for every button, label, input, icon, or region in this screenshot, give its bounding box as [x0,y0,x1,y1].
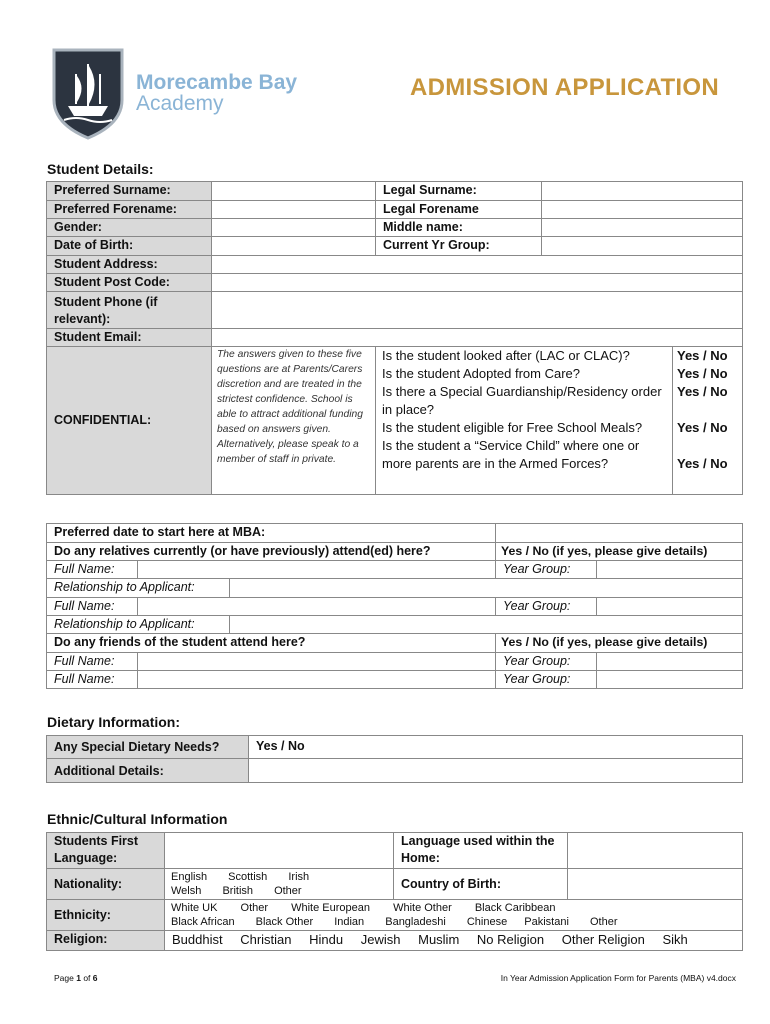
confidential-note: The answers given to these five questions are at Parents/Carers discretion and are treated in the strictest confidence. School is able to attract additional funding based on answers given. Alternatively, please speak to a member of staff in private. [212,347,376,495]
gender-field[interactable] [212,219,376,237]
friends-question: Do any friends of the student attend here? [47,634,496,653]
ethnicity-indian[interactable]: Indian [334,916,365,928]
ethnicity-other-2[interactable]: Other [589,916,618,928]
relatives-question: Do any relatives currently (or have previously) attend(ed) here? [47,543,496,561]
gender-label: Gender: [47,219,212,237]
relative-1-relationship-field[interactable] [230,579,743,598]
relative-1-name-label: Full Name: [47,561,138,579]
nationality-row-2 [171,884,387,898]
ethnicity-white-uk[interactable]: White UK [171,902,218,914]
religion-other[interactable]: Other Religion [561,932,645,947]
preferred-surname-label: Preferred Surname: [47,182,212,201]
nationality-row-1 [171,870,387,884]
first-language-label: Students First Language: [47,833,165,869]
ethnicity-chinese[interactable]: Chinese [466,916,508,928]
post-code-label: Student Post Code: [47,274,212,292]
middle-name-label: Middle name: [376,219,542,237]
religion-christian[interactable]: Christian [240,932,292,947]
friend-2-name-field[interactable] [138,671,496,689]
nationality-english[interactable]: English [171,871,208,883]
page-total: 6 [92,973,98,983]
friend-1-year-label: Year Group: [496,653,597,671]
religion-sikh[interactable]: Sikh [662,932,688,947]
nationality-other[interactable]: Other [274,885,302,897]
post-code-field[interactable] [212,274,743,292]
friend-2-name-label: Full Name: [47,671,138,689]
additional-details-field[interactable] [249,759,743,783]
ethnic-heading: Ethnic/Cultural Information [47,811,228,827]
question-guardianship: Is there a Special Guardianship/Residency order in place? [382,384,662,417]
relative-2-relationship-label: Relationship to Applicant: [47,616,230,634]
ethnicity-row-1 [171,901,736,915]
school-crest-logo [50,46,126,140]
first-language-field[interactable] [165,833,394,869]
relatives-yes-no[interactable]: Yes / No (if yes, please give details) [496,543,743,561]
friend-1-name-label: Full Name: [47,653,138,671]
ethnicity-options [165,900,743,931]
student-details-heading: Student Details: [47,161,154,177]
confidential-answers [673,347,743,495]
religion-jewish[interactable]: Jewish [360,932,401,947]
nationality-options [165,869,394,900]
religion-hindu[interactable]: Hindu [309,932,344,947]
phone-label: Student Phone (if relevant): [47,292,212,329]
country-of-birth-label: Country of Birth: [394,869,568,900]
relative-2-year-label: Year Group: [496,598,597,616]
ethnicity-white-european[interactable]: White European [291,902,370,914]
nationality-welsh[interactable]: Welsh [171,885,202,897]
confidential-questions [376,347,673,495]
nationality-british[interactable]: British [222,885,253,897]
dietary-heading: Dietary Information: [47,714,181,730]
preferred-date-label: Preferred date to start here at MBA: [47,524,496,543]
legal-surname-label: Legal Surname: [376,182,542,201]
question-free-meals: Is the student eligible for Free School Meals? [382,420,643,435]
page-number [54,973,98,983]
religion-options [165,931,743,951]
special-dietary-yes-no[interactable]: Yes / No [249,736,743,759]
ethnicity-label: Ethnicity: [47,900,165,931]
page-prefix: Page [54,973,77,983]
relative-1-relationship-label: Relationship to Applicant: [47,579,230,598]
relative-2-name-label: Full Name: [47,598,138,616]
friend-1-year-field[interactable] [597,653,743,671]
answer-guardianship[interactable]: Yes / No [677,384,728,399]
page-title: ADMISSION APPLICATION [410,74,719,101]
relative-2-name-field[interactable] [138,598,496,616]
country-of-birth-field[interactable] [568,869,743,900]
preferred-date-field[interactable] [496,524,743,543]
confidential-label [47,347,212,495]
nationality-label: Nationality: [47,869,165,900]
document-filename: In Year Admission Application Form for Parents (MBA) v4.docx [500,973,736,983]
legal-surname-field[interactable] [542,182,743,201]
friend-2-year-field[interactable] [597,671,743,689]
address-label: Student Address: [47,256,212,274]
relatives-table [46,523,743,689]
relative-1-year-field[interactable] [597,561,743,579]
relative-2-relationship-field[interactable] [230,616,743,634]
legal-forename-label: Legal Forename [376,201,542,219]
current-yr-label: Current Yr Group: [376,237,542,256]
home-language-field[interactable] [568,833,743,869]
ethnicity-black-other[interactable]: Black Other [255,916,314,928]
religion-muslim[interactable]: Muslim [418,932,460,947]
religion-no-religion[interactable]: No Religion [476,932,545,947]
answer-lac[interactable]: Yes / No [677,348,728,363]
legal-forename-field[interactable] [542,201,743,219]
ethnicity-row-2 [171,915,736,929]
friends-yes-no[interactable]: Yes / No (if yes, please give details) [496,634,743,653]
nationality-scottish[interactable]: Scottish [228,871,268,883]
confidential-text: CONFIDENTIAL: [54,413,152,427]
dob-field[interactable] [212,237,376,256]
address-field[interactable] [212,256,743,274]
ethnicity-bangladeshi[interactable]: Bangladeshi [385,916,446,928]
email-field[interactable] [212,329,743,347]
ethnicity-pakistani[interactable]: Pakistani [524,916,569,928]
preferred-forename-label: Preferred Forename: [47,201,212,219]
relative-1-year-label: Year Group: [496,561,597,579]
middle-name-field[interactable] [542,219,743,237]
answer-free-meals[interactable]: Yes / No [677,420,728,435]
dietary-table [46,735,743,783]
question-service-child: Is the student a “Service Child” where one or more parents are in the Armed Forces? [382,438,640,471]
school-name-line1: Morecambe Bay [136,71,298,94]
additional-details-label: Additional Details: [47,759,249,783]
page-of: of [80,973,93,983]
home-language-label: Language used within the Home: [394,833,568,869]
dob-label: Date of Birth: [47,237,212,256]
ethnicity-white-other[interactable]: White Other [393,902,452,914]
ethnic-table [46,832,743,951]
relative-1-name-field[interactable] [138,561,496,579]
ethnicity-black-african[interactable]: Black African [171,916,235,928]
current-yr-field[interactable] [542,237,743,256]
question-lac: Is the student looked after (LAC or CLAC)? [382,348,630,363]
ethnicity-black-caribbean[interactable]: Black Caribbean [474,902,556,914]
answer-adopted[interactable]: Yes / No [677,366,728,381]
school-name-line2: Academy [136,92,224,115]
friend-2-year-label: Year Group: [496,671,597,689]
relative-2-year-field[interactable] [597,598,743,616]
preferred-surname-field[interactable] [212,182,376,201]
religion-buddhist[interactable]: Buddhist [172,932,223,947]
page-current: 1 [76,973,81,983]
student-details-table [46,181,743,495]
answer-service-child[interactable]: Yes / No [677,456,728,471]
ethnicity-other-1[interactable]: Other [240,902,269,914]
question-adopted: Is the student Adopted from Care? [382,366,581,381]
religion-label: Religion: [47,931,165,951]
preferred-forename-field[interactable] [212,201,376,219]
friend-1-name-field[interactable] [138,653,496,671]
special-dietary-label: Any Special Dietary Needs? [47,736,249,759]
phone-field[interactable] [212,292,743,329]
nationality-irish[interactable]: Irish [288,871,310,883]
email-label: Student Email: [47,329,212,347]
